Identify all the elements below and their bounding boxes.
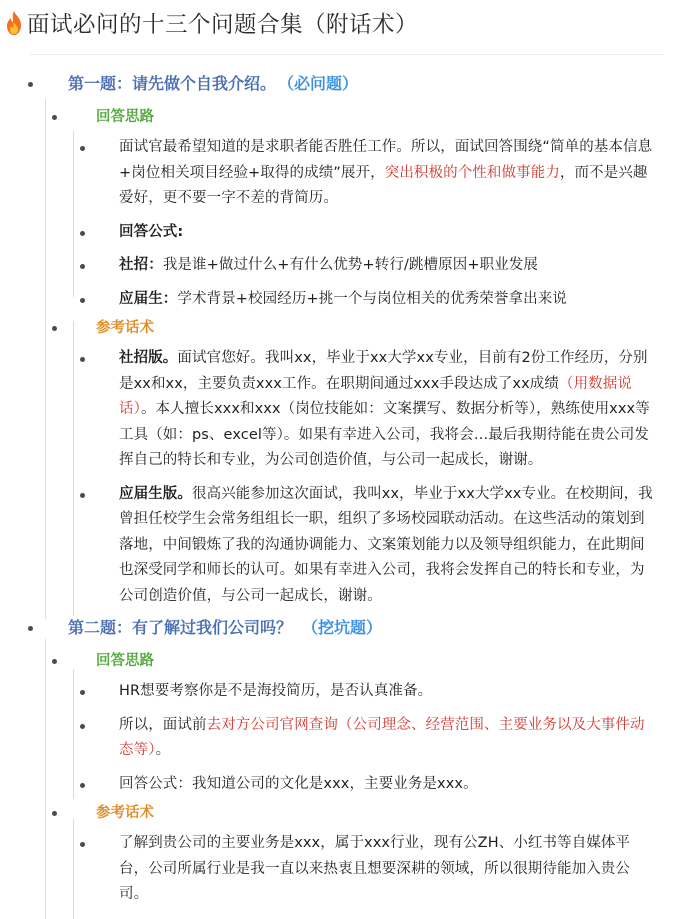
formula-label: 回答公式: [119,223,184,240]
bullet-icon [80,264,85,269]
document-title [0,4,690,42]
answer-thinking-heading [0,645,690,677]
bullet-icon [52,811,57,816]
list-item [0,346,690,474]
paragraph-text: 回答公式：我知道公司的文化是xxx，主要业务是xxx。 [119,775,478,792]
list-item [0,713,690,764]
section-label: 回答思路 [96,109,154,125]
bullet-icon [80,842,85,847]
bullet-icon [80,357,85,362]
answer-thinking-heading [0,101,690,133]
list-item [0,831,690,908]
question-heading [0,611,690,645]
item-text: 我是谁+做过什么+有什么优势+转行/跳槽原因+职业发展 [162,257,538,273]
paragraph-text: 面试官最希望知道的是求职者能否胜任工作。所以，面试回答围绕“简单的基本信息+岗位相关项目经验+取得的成绩”展开， [119,139,653,181]
bullet-icon [80,690,85,695]
bullet-icon [52,115,57,120]
bullet-icon [80,724,85,729]
item-label: 社招： [119,257,163,273]
question-tag: （必问题） [286,74,359,93]
list-item [0,253,690,279]
paragraph-text: 。本人擅长xxx和xxx（岗位技能如：文案撰写、数据分析等），熟练使用xxx等工具（如：ps、excel等）。如果有幸进入公司，我将会…最后我期待能在贵公司发挥自己的特长和专业，为公司创造价值，与公司一起成长，谢谢。 [119,401,650,468]
paragraph-text: 。 [155,742,171,758]
question-heading-text: 第二题：有了解过我们公司吗？ [68,618,293,637]
fire-icon [4,10,24,36]
paragraph-text: ，而不是兴趣爱好，更不要一字不差的背简历。 [119,164,648,206]
bullet-icon [80,146,85,151]
item-text: 学术背景+校园经历+挑一个与岗位相关的优秀荣誉拿出来说 [177,290,567,307]
list-item [0,482,690,610]
question-tag: （挖坑题） [302,618,383,637]
list-item [0,135,690,212]
section-label: 参考话术 [96,320,154,336]
title-text: 面试必问的十三个问题合集（附话术） [27,12,419,38]
bullet-icon [52,659,57,664]
list-item [0,220,690,246]
item-label: 应届生版。 [119,485,192,502]
highlight-text: （用数据说话） [119,375,632,417]
bullet-icon [52,326,57,331]
list-item [0,287,690,313]
title-divider [30,54,664,55]
outline-list [0,67,690,908]
paragraph-text: 很高兴能参加这次面试，我叫xx，毕业于xx大学xx专业。在校期间，我曾担任校学生会常务组组长一职，组织了多场校园联动活动。在这些活动的策划到落地，中间锻炼了我的沟通协调能力、文案策划能力以及领导组织能力，在此期间也深受同学和师长的认可。如果有幸进入公司，我将会发挥自己的特长和专业，为公司创造价值，与公司一起成长，谢谢。 [119,485,653,604]
question-heading-text: 第一题：请先做个自我介绍。 [68,74,277,93]
bullet-icon [80,783,85,788]
bullet-icon [80,298,85,303]
bullet-icon [80,493,85,498]
list-item [0,772,690,798]
paragraph-text: HR想要考察你是不是海投简历，是否认真准备。 [119,683,433,699]
item-label: 应届生： [119,290,178,307]
list-item [0,679,690,705]
bullet-icon [80,231,85,236]
reference-script-heading [0,797,690,829]
paragraph-text: 面试官您好。我叫xx，毕业于xx大学xx专业，目前有2份工作经历，分别是xx和xx，主要负责xxx工作。在职期间通过xxx手段达成了xx成绩 [119,350,648,392]
highlight-text: 突出积极的个性和做事能力 [384,164,560,181]
paragraph-text: 了解到贵公司的主要业务是xxx，属于xxx行业，现有公ZH、小红书等自媒体平台，公司所属行业是我一直以来热衷且想要深耕的领域，所以很期待能加入贵公司。 [119,835,631,902]
section-label: 回答思路 [96,653,154,669]
section-label: 参考话术 [96,805,154,821]
paragraph-text: 所以，面试前 [119,716,207,733]
item-label: 社招版。 [119,350,178,366]
highlight-text: 去对方公司官网查询（公司理念、经营范围、主要业务以及大事件动态等） [119,716,645,758]
reference-script-heading [0,312,690,344]
bullet-icon [28,82,33,87]
question-heading [0,67,690,101]
bullet-icon [28,626,33,631]
